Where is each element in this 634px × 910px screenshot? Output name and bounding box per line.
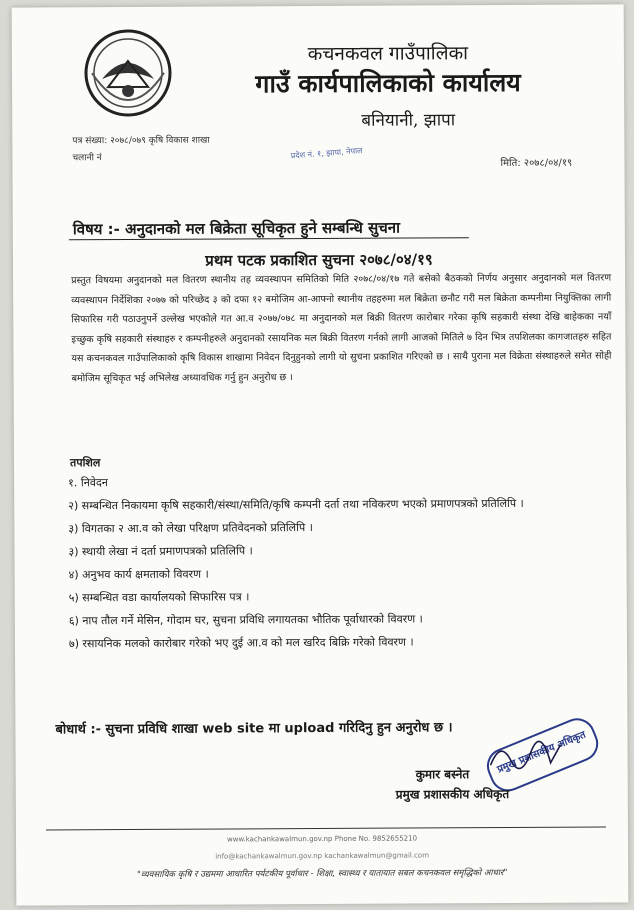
list-item: ६) नाप तौल गर्ने मेसिन, गोदाम घर, सुचना प्रविधि लगायतका भौतिक पूर्वाधारको विवरण ।	[68, 612, 423, 628]
letter-number: पत्र संख्या: २०७८/०७९ कृषि विकास शाखा	[72, 135, 210, 147]
stamp-address: प्रदेश नं. १, झापा, नेपाल	[290, 146, 363, 161]
municipality-name: कचनकवल गाउँपालिका	[307, 42, 469, 66]
office-name: गाउँ कार्यपालिकाको कार्यालय	[255, 67, 521, 99]
signatory-title: प्रमुख प्रशासकीय अधिकृत	[395, 787, 510, 802]
notice-body: प्रस्तुत विषयमा अनुदानको मल वितरण स्थानीय तह व्यवस्थापन समितिको मिति २०७८/०४/१७ गते बसेको बैठकको निर्णय अनुसार अनुदानको मल वितरण व्यवस्थापन निर्देशिका २०७७ को परिच्छेद ३ को दफा १२ बमोजिम आ-आफ्नो स्थानीय तहहरुमा मल बिक्रेता छनौट गरी मल बिक्रेता कम्पनीमा नियुक्तिका लागी सिफारिस गरी पठाउनुपर्ने उल्लेख भएकोले गत आ.व २०७७/०७८ मा अनुदानको मल बिक्री वितरण कारोबार गरेका कृषि सहकारी संस्था देखि बाहेकका नयाँ इच्छुक कृषि सहकारी संस्थाहरु र कम्पनीहरुले अनुदानको रसायनिक मल बिक्री वितरण गर्नको लागी आजको मितिले ७ दिन भित्र तपशिलका कागजातहरु सहित यस कचनकवल गाउँपालिकाको कृषि विकास शाखामा निवेदन दिनुहुनको लागी यो सुचना प्रकाशित गरिएको छ । साथै पुराना मल विक्रेता संस्थाहरुले समेत सोही बमोजिम सूचिकृत भई अभिलेख अध्यावधिक गर्नु हुन अनुरोध छ ।	[71, 272, 612, 385]
list-item: ५) सम्बन्धित वडा कार्यालयको सिफारिस पत्र ।	[68, 590, 250, 605]
footer-divider	[46, 827, 606, 831]
cc-note: बोधार्थ :- सुचना प्रविधि शाखा web site मा upload गरिदिनु हुन अनुरोध छ ।	[55, 720, 453, 738]
subject-line: विषय :- अनुदानको मल बिक्रेता सूचिकृत हुने सम्बन्धि सुचना	[72, 218, 400, 239]
dispatch-number: चलानी नं	[72, 153, 102, 164]
requirements-list	[68, 472, 609, 659]
footer-slogan: "व्यवसायिक कृषि र उद्यममा आधारित पर्यटकीय पूर्वाधार - शिक्षा, स्वास्थ्य र यातायात सबल कचनकवल समृद्धिको आधार"	[136, 868, 508, 880]
list-item: १. निवेदन	[68, 476, 108, 490]
office-location: बनियानी, झापा	[361, 110, 456, 131]
signatory-name: कुमार बस्नेत	[415, 767, 470, 782]
list-item: ३) स्थायी लेखा नं दर्ता प्रमाणपत्रको प्रतिलिपि ।	[68, 544, 253, 559]
letter-page	[12, 4, 629, 905]
list-item: ४) अनुभव कार्य क्षमताको विवरण ।	[68, 567, 209, 582]
footer-contact: www.kachankawalmun.gov.np Phone No. 9852655210	[226, 834, 418, 844]
list-item: २) सम्बन्धित निकायमा कृषि सहकारी/संस्था/समिति/कृषि कम्पनी दर्ता तथा नविकरण भएको प्रमाणपत्रको प्रतिलिपि ।	[68, 496, 524, 513]
notice-subheading: प्रथम पटक प्रकाशित सुचना २०७८/०४/१९	[205, 250, 433, 270]
list-item: ७) रसायनिक मलको कारोबार गरेको भए दुई आ.व को मल खरिद बिक्रि गरेको विवरण ।	[68, 635, 414, 651]
letter-date: मिति: २०७८/०४/१९	[500, 157, 573, 170]
footer-email: info@kachankawalmun.gov.np kachankawalmun@gmail.com	[215, 851, 430, 861]
details-label: तपशिल	[70, 456, 101, 470]
signature-stamp: प्रमुख प्रशासकीय अधिकृत	[481, 713, 603, 797]
office-stamp	[290, 141, 414, 210]
list-item: ३) विगतका २ आ.व को लेखा परिक्षण प्रतिवेदनको प्रतिलिपि ।	[68, 521, 313, 536]
